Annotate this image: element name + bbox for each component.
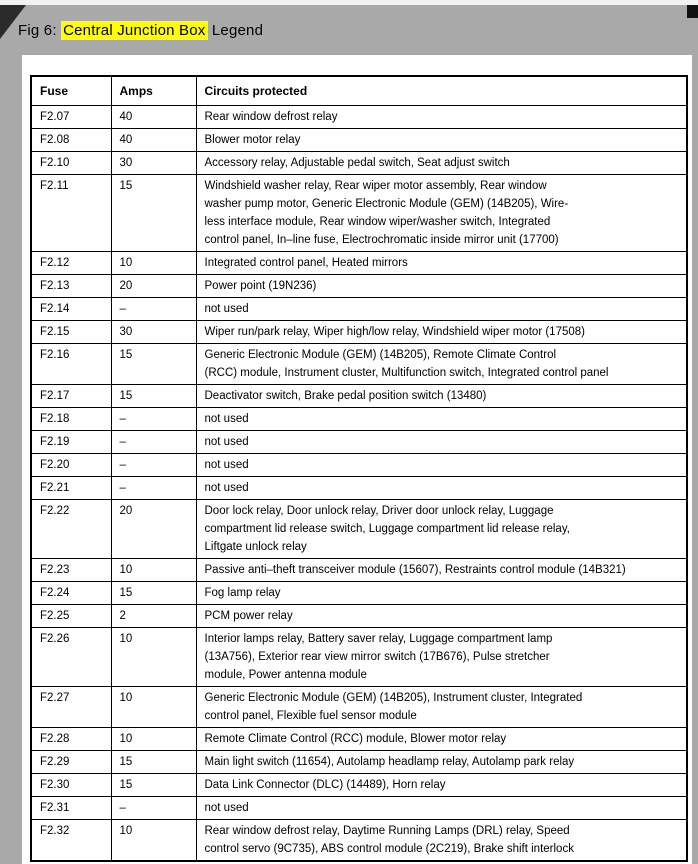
amps-cell: 15 [111,344,196,385]
fuse-table [30,75,688,862]
table-row [31,728,687,751]
fuse-cell: F2.26 [31,628,111,687]
amps-cell: 40 [111,106,196,129]
amps-cell: – [111,298,196,321]
fuse-cell: F2.10 [31,152,111,175]
fuse-cell: F2.12 [31,252,111,275]
title-highlight: Central Junction Box [63,22,206,39]
amps-cell: – [111,408,196,431]
circuits-cell: Generic Electronic Module (GEM) (14B205), Instrument cluster, Integrated control panel, Flexible fuel sensor module [196,687,687,728]
fuse-cell: F2.13 [31,275,111,298]
amps-cell: 15 [111,175,196,252]
circuits-cell: not used [196,408,687,431]
table-row [31,344,687,385]
fuse-cell: F2.16 [31,344,111,385]
fuse-cell: F2.07 [31,106,111,129]
table-row [31,385,687,408]
fuse-cell: F2.11 [31,175,111,252]
document-page [22,55,692,864]
circuits-cell: PCM power relay [196,605,687,628]
fuse-cell: F2.30 [31,774,111,797]
fuse-cell: F2.20 [31,454,111,477]
circuits-cell: not used [196,454,687,477]
table-row [31,605,687,628]
fuse-cell: F2.18 [31,408,111,431]
table-row [31,477,687,500]
table-row [31,252,687,275]
amps-cell: 10 [111,820,196,862]
table-row [31,687,687,728]
table-row [31,298,687,321]
circuits-cell: Remote Climate Control (RCC) module, Blower motor relay [196,728,687,751]
scan-edge-strip [0,0,698,5]
amps-cell: 10 [111,687,196,728]
fuse-cell: F2.14 [31,298,111,321]
amps-cell: 15 [111,751,196,774]
table-row [31,152,687,175]
table-row [31,275,687,298]
fuse-cell: F2.19 [31,431,111,454]
amps-cell: 30 [111,152,196,175]
fuse-cell: F2.15 [31,321,111,344]
fuse-cell: F2.28 [31,728,111,751]
table-row [31,408,687,431]
circuits-cell: not used [196,477,687,500]
circuits-cell: not used [196,298,687,321]
table-row [31,582,687,605]
table-row [31,628,687,687]
amps-cell: 15 [111,774,196,797]
amps-cell: – [111,454,196,477]
header-fuse: Fuse [31,76,111,106]
circuits-cell: Wiper run/park relay, Wiper high/low relay, Windshield wiper motor (17508) [196,321,687,344]
circuits-cell: Fog lamp relay [196,582,687,605]
fuse-cell: F2.08 [31,129,111,152]
amps-cell: 10 [111,559,196,582]
circuits-cell: Door lock relay, Door unlock relay, Driver door unlock relay, Luggage compartment lid release switch, Luggage compartment lid release relay, Liftgate unlock relay [196,500,687,559]
circuits-cell: not used [196,797,687,820]
circuits-cell: Blower motor relay [196,129,687,152]
circuits-cell: Passive anti–theft transceiver module (15607), Restraints control module (14B321) [196,559,687,582]
circuits-cell: Windshield washer relay, Rear wiper motor assembly, Rear window washer pump motor, Generic Electronic Module (GEM) (14B205), Wire- less interface module, Rear window wiper/washer switch, Integrated control panel, In–line fuse, Electrochromatic inside mirror unit (17700) [196,175,687,252]
amps-cell: 15 [111,385,196,408]
fuse-cell: F2.31 [31,797,111,820]
amps-cell: 40 [111,129,196,152]
circuits-cell: Data Link Connector (DLC) (14489), Horn relay [196,774,687,797]
table-row [31,559,687,582]
table-row [31,751,687,774]
circuits-cell: Deactivator switch, Brake pedal position switch (13480) [196,385,687,408]
table-row [31,797,687,820]
amps-cell: – [111,431,196,454]
circuits-cell: Accessory relay, Adjustable pedal switch, Seat adjust switch [196,152,687,175]
fuse-cell: F2.29 [31,751,111,774]
circuits-cell: Power point (19N236) [196,275,687,298]
table-row [31,321,687,344]
fuse-cell: F2.24 [31,582,111,605]
amps-cell: 10 [111,628,196,687]
table-row [31,175,687,252]
header-amps: Amps [111,76,196,106]
fuse-cell: F2.17 [31,385,111,408]
fuse-cell: F2.21 [31,477,111,500]
circuits-cell: Integrated control panel, Heated mirrors [196,252,687,275]
circuits-cell: Rear window defrost relay [196,106,687,129]
scan-artifact-top-right [687,5,698,18]
figure-title [18,22,263,39]
table-row [31,454,687,477]
circuits-cell: Main light switch (11654), Autolamp headlamp relay, Autolamp park relay [196,751,687,774]
figure-title-suffix: Legend [207,22,264,39]
amps-cell: 20 [111,500,196,559]
amps-cell: 2 [111,605,196,628]
circuits-cell: not used [196,431,687,454]
table-row [31,820,687,862]
circuits-cell: Generic Electronic Module (GEM) (14B205), Remote Climate Control (RCC) module, Instrument cluster, Multifunction switch, Integrated control panel [196,344,687,385]
fuse-cell: F2.27 [31,687,111,728]
header-circuits: Circuits protected [196,76,687,106]
figure-title-prefix: Fig 6: [18,22,62,39]
amps-cell: – [111,797,196,820]
fuse-cell: F2.22 [31,500,111,559]
fuse-cell: F2.32 [31,820,111,862]
fuse-table-body [31,106,687,862]
amps-cell: 10 [111,728,196,751]
table-row [31,431,687,454]
table-row [31,500,687,559]
table-header-row [31,76,687,106]
amps-cell: – [111,477,196,500]
amps-cell: 15 [111,582,196,605]
amps-cell: 20 [111,275,196,298]
fuse-cell: F2.23 [31,559,111,582]
circuits-cell: Interior lamps relay, Battery saver relay, Luggage compartment lamp (13A756), Exterior rear view mirror switch (17B676), Pulse stretcher module, Power antenna module [196,628,687,687]
circuits-cell: Rear window defrost relay, Daytime Running Lamps (DRL) relay, Speed control servo (9C735), ABS control module (2C219), Brake shift interlock [196,820,687,862]
table-row [31,774,687,797]
amps-cell: 30 [111,321,196,344]
table-row [31,106,687,129]
amps-cell: 10 [111,252,196,275]
table-row [31,129,687,152]
fuse-cell: F2.25 [31,605,111,628]
